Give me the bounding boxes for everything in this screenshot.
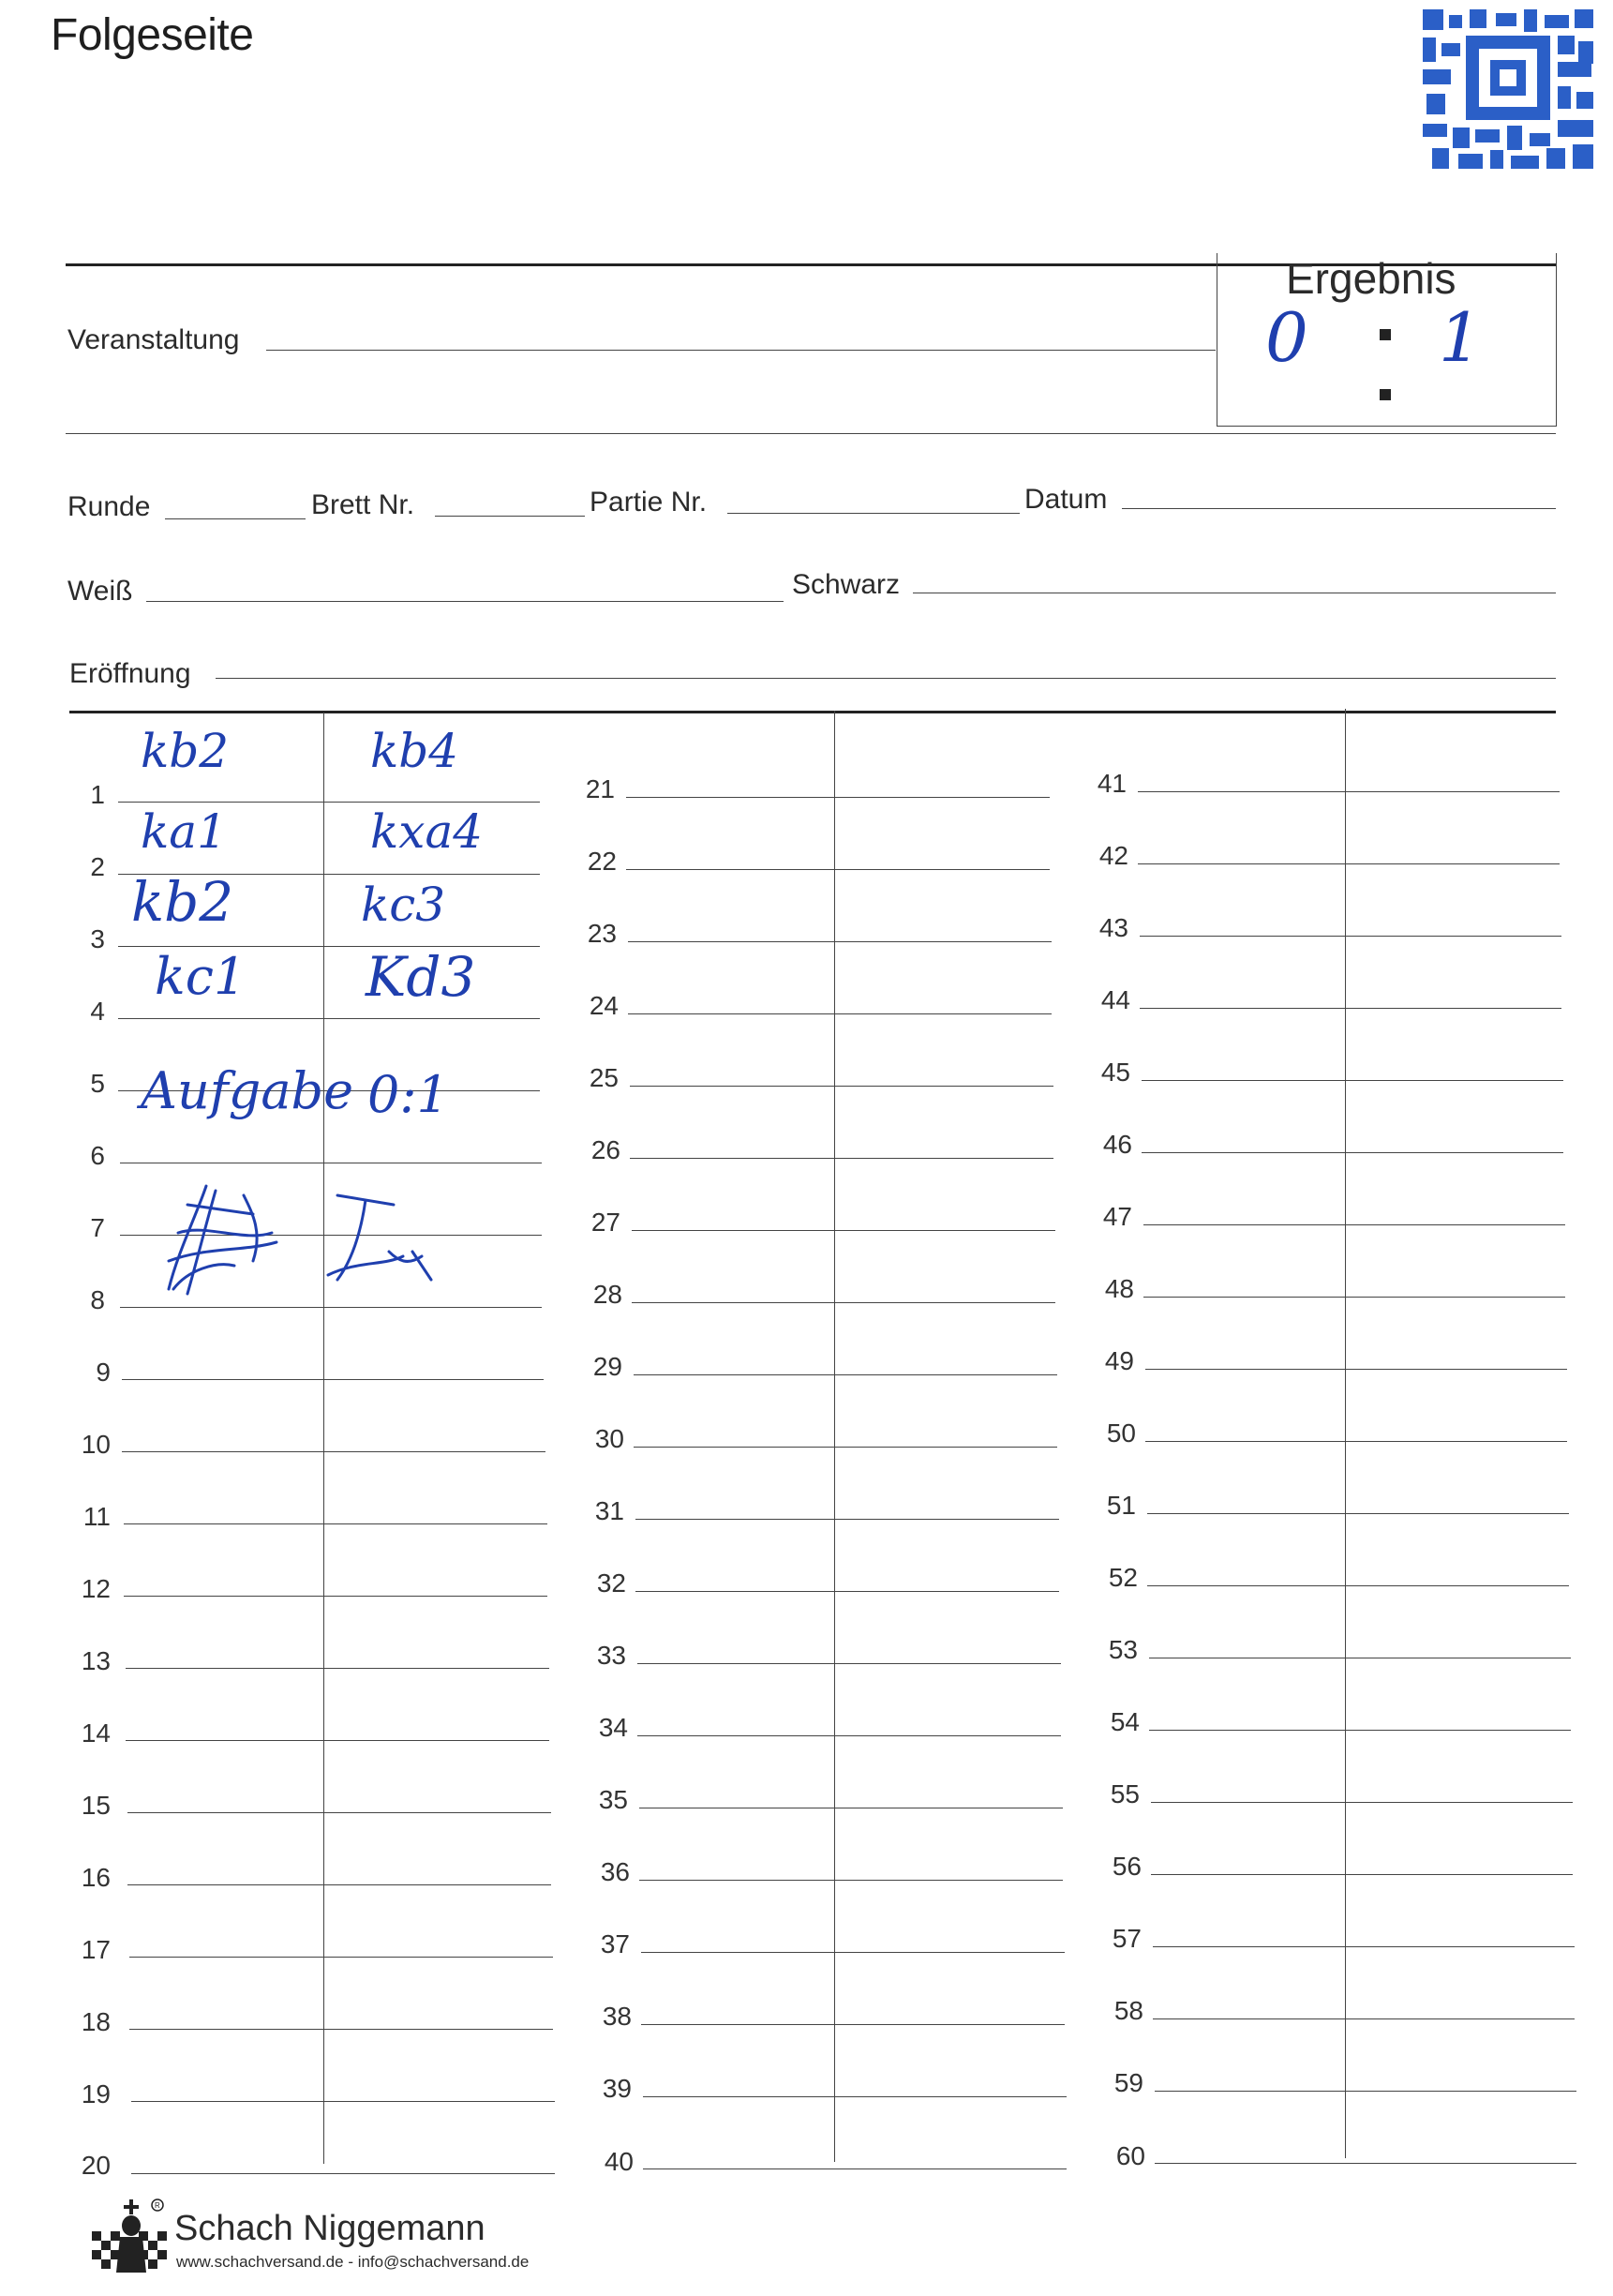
- ergebnis-label: Ergebnis: [1286, 254, 1456, 303]
- move-number: 41: [1097, 769, 1127, 798]
- move-number: 17: [81, 1935, 111, 1964]
- move-number: 37: [600, 1929, 630, 1958]
- move-number: 32: [596, 1568, 626, 1598]
- signature-icon: [150, 1177, 450, 1308]
- move-line: [630, 1086, 1053, 1087]
- move-number: 43: [1098, 913, 1128, 942]
- handwritten-result: 0:1: [367, 1065, 449, 1124]
- move-number: 40: [604, 2147, 634, 2176]
- move-number: 8: [90, 1285, 105, 1314]
- move-line: [634, 1374, 1057, 1375]
- move-line: [1155, 2091, 1576, 2092]
- move-line: [637, 1735, 1061, 1736]
- move-line: [1138, 863, 1560, 864]
- move-line: [1142, 1080, 1563, 1081]
- move-number: 27: [590, 1208, 620, 1237]
- move-number: 42: [1098, 841, 1128, 870]
- handwritten-resignation: Aufgabe: [141, 1061, 354, 1120]
- move-line: [1147, 1513, 1569, 1514]
- move-number: 59: [1113, 2068, 1143, 2097]
- move-line: [1151, 1874, 1573, 1875]
- move-line: [124, 1596, 547, 1597]
- move-number: 48: [1104, 1274, 1134, 1303]
- handwritten-move-3-black: kc3: [361, 878, 446, 932]
- move-number: 44: [1100, 985, 1130, 1014]
- move-number: 49: [1104, 1346, 1134, 1375]
- move-line: [1155, 2163, 1576, 2164]
- move-number: 31: [594, 1496, 624, 1525]
- move-line: [632, 1230, 1055, 1231]
- move-line: [1145, 1369, 1567, 1370]
- datum-line: [1122, 508, 1556, 509]
- move-line: [126, 1668, 549, 1669]
- handwritten-move-1-white: kb2: [141, 724, 230, 778]
- move-line: [626, 797, 1050, 798]
- col1-divider: [323, 713, 324, 2164]
- move-number: 39: [602, 2074, 632, 2103]
- move-table-top-border: [69, 711, 1556, 713]
- runde-label: Runde: [67, 491, 151, 522]
- veranstaltung-line: [266, 350, 1216, 351]
- move-number: 7: [90, 1213, 105, 1242]
- move-line: [1143, 1224, 1565, 1225]
- move-line: [628, 941, 1052, 942]
- move-line: [635, 1591, 1059, 1592]
- move-number: 5: [90, 1069, 105, 1098]
- move-line: [1153, 1946, 1575, 1947]
- move-line: [641, 2024, 1065, 2025]
- move-number: 57: [1112, 1924, 1142, 1953]
- move-number: 34: [598, 1713, 628, 1742]
- move-number: 25: [589, 1063, 619, 1092]
- runde-line: [165, 518, 306, 519]
- move-line: [122, 1451, 545, 1452]
- move-number: 55: [1110, 1779, 1140, 1808]
- move-number: 30: [594, 1424, 624, 1453]
- move-number: 60: [1115, 2141, 1145, 2170]
- eroeffnung-line: [216, 678, 1556, 679]
- move-line: [643, 2168, 1067, 2169]
- move-number: 16: [81, 1863, 111, 1892]
- move-line: [118, 802, 540, 803]
- move-number: 45: [1100, 1058, 1130, 1087]
- move-line: [630, 1158, 1053, 1159]
- move-number: 36: [600, 1857, 630, 1886]
- chess-king-logo-icon: [92, 2198, 167, 2278]
- move-number: 20: [81, 2151, 111, 2180]
- move-number: 12: [81, 1574, 111, 1603]
- footer-brand: Schach Niggemann: [174, 2209, 485, 2248]
- move-number: 9: [96, 1358, 111, 1387]
- move-line: [634, 1447, 1057, 1448]
- move-line: [1151, 1802, 1573, 1803]
- move-number: 29: [592, 1352, 622, 1381]
- move-number: 56: [1112, 1852, 1142, 1881]
- move-number: 6: [90, 1141, 105, 1170]
- move-number: 10: [81, 1430, 111, 1459]
- move-number: 33: [596, 1641, 626, 1670]
- move-number: 54: [1110, 1707, 1140, 1736]
- move-number: 13: [81, 1646, 111, 1675]
- page-title: Folgeseite: [51, 10, 254, 60]
- move-line: [1140, 936, 1561, 937]
- move-line: [1142, 1152, 1563, 1153]
- move-number: 35: [598, 1785, 628, 1814]
- ergebnis-black-score: 1: [1439, 298, 1482, 377]
- move-number: 19: [81, 2079, 111, 2108]
- handwritten-move-4-black: Kd3: [366, 945, 476, 1009]
- move-line: [632, 1302, 1055, 1303]
- move-line: [126, 1740, 549, 1741]
- weiss-label: Weiß: [67, 576, 133, 607]
- move-number: 18: [81, 2007, 111, 2036]
- ergebnis-colon: [1378, 323, 1396, 408]
- move-line: [626, 869, 1050, 870]
- move-number: 3: [90, 924, 105, 953]
- move-number: 14: [81, 1718, 111, 1748]
- handwritten-move-2-black: kxa4: [370, 804, 484, 859]
- move-line: [635, 1519, 1059, 1520]
- move-number: 2: [90, 852, 105, 881]
- move-line: [1143, 1297, 1565, 1298]
- partie-label: Partie Nr.: [590, 487, 708, 518]
- move-number: 46: [1102, 1130, 1132, 1159]
- move-line: [131, 2173, 555, 2174]
- move-line: [641, 1952, 1065, 1953]
- move-number: 4: [90, 997, 105, 1026]
- move-number: 50: [1106, 1418, 1136, 1448]
- move-line: [1149, 1730, 1571, 1731]
- move-line: [1145, 1441, 1567, 1442]
- move-line: [131, 2101, 555, 2102]
- move-line: [129, 1957, 553, 1958]
- ergebnis-white-score: 0: [1265, 298, 1308, 377]
- footer-website: www.schachversand.de - info@schachversand.de: [176, 2253, 530, 2271]
- veranstaltung-label: Veranstaltung: [67, 324, 240, 355]
- handwritten-move-3-white: kb2: [131, 870, 234, 934]
- datum-label: Datum: [1024, 484, 1108, 515]
- move-number: 58: [1113, 1996, 1143, 2025]
- move-line: [637, 1663, 1061, 1664]
- separator-line: [66, 433, 1556, 434]
- move-number: 23: [587, 919, 617, 948]
- move-number: 53: [1108, 1635, 1138, 1664]
- move-line: [127, 1812, 551, 1813]
- partie-line: [727, 513, 1020, 514]
- move-line: [122, 1379, 544, 1380]
- handwritten-move-2-white: ka1: [141, 804, 227, 859]
- qr-code-icon: [1421, 8, 1595, 173]
- move-line: [628, 1013, 1052, 1014]
- brett-label: Brett Nr.: [311, 489, 415, 520]
- move-line: [118, 1018, 540, 1019]
- move-line: [124, 1523, 547, 1524]
- move-line: [129, 2029, 553, 2030]
- schwarz-label: Schwarz: [792, 569, 901, 600]
- move-number: 52: [1108, 1563, 1138, 1592]
- move-line: [1138, 791, 1560, 792]
- move-number: 51: [1106, 1491, 1136, 1520]
- brett-line: [435, 516, 585, 517]
- weiss-line: [146, 601, 784, 602]
- handwritten-move-4-white: kc1: [155, 947, 246, 1006]
- move-number: 21: [585, 774, 615, 803]
- move-line: [127, 1884, 551, 1885]
- move-line: [639, 1880, 1063, 1881]
- svg-text:R: R: [155, 2201, 160, 2210]
- col2-divider: [834, 711, 835, 2162]
- move-number: 22: [587, 847, 617, 876]
- move-line: [1147, 1585, 1569, 1586]
- move-number: 47: [1102, 1202, 1132, 1231]
- col3-divider: [1345, 709, 1346, 2158]
- move-number: 38: [602, 2002, 632, 2031]
- move-number: 26: [590, 1135, 620, 1164]
- move-number: 11: [82, 1502, 111, 1531]
- move-number: 15: [81, 1791, 111, 1820]
- move-number: 24: [589, 991, 619, 1020]
- handwritten-move-1-black: kb4: [370, 724, 459, 778]
- move-number: 1: [90, 780, 105, 809]
- move-line: [1153, 2018, 1575, 2019]
- move-number: 28: [592, 1280, 622, 1309]
- eroeffnung-label: Eröffnung: [69, 658, 191, 689]
- move-line: [643, 2096, 1067, 2097]
- move-line: [1140, 1008, 1561, 1009]
